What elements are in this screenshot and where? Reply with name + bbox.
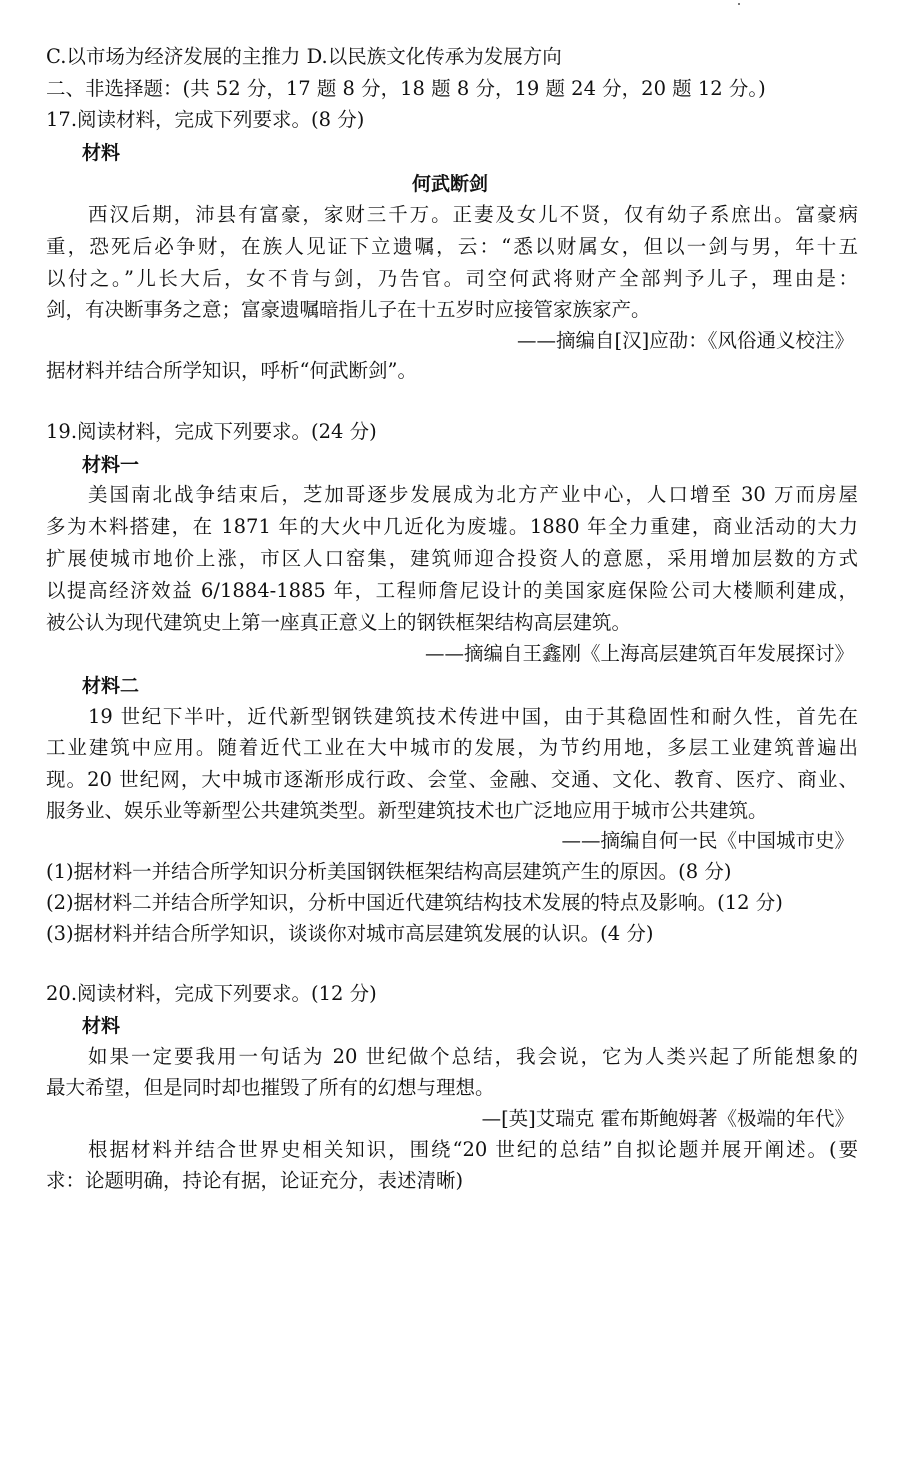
q17-text-line: 剑，有决断事务之意；富豪遗嘱暗指儿子在十五岁时应接管家族家产。 xyxy=(46,298,651,321)
q19-m2-line: 工业建筑中应用。随着近代工业在大中城市的发展，为节约用地，多层工业建筑普遍出 xyxy=(46,736,858,759)
q17-title: 何武断剑 xyxy=(411,173,488,195)
q17-text-line: 西汉后期，沛县有富豪，家财三千万。正妻及女儿不贤，仅有幼子系庶出。富豪病 xyxy=(88,203,858,226)
q19-subquestion-2: (2)据材料二并结合所学知识，分析中国近代建筑结构技术发展的特点及影响。(12 分) xyxy=(46,891,783,914)
q19-m1-line: 多为木料搭建，在 1871 年的大火中几近化为废墟。1880 年全力重建，商业活动的大力 xyxy=(46,515,858,538)
q20-question-line: 求：论题明确，持论有据，论证充分，表述清晰) xyxy=(46,1169,464,1192)
q17-question: 据材料并结合所学知识，呼析“何武断剑”。 xyxy=(46,359,417,382)
q17-text-line: 重，恐死后必争财，在族人见证下立遗嘱，云：“悉以财属女，但以一剑与男，年十五 xyxy=(46,235,858,258)
q20-text-line: 最大希望，但是同时却也摧毁了所有的幻想与理想。 xyxy=(46,1076,495,1099)
q19-subquestion-3: (3)据材料并结合所学知识，谈谈你对城市高层建筑发展的认识。(4 分) xyxy=(46,922,654,945)
q19-material2-source: ——摘编自何一民《中国城市史》 xyxy=(561,829,854,852)
q17-material-label: 材料 xyxy=(82,142,121,164)
q19-m1-line: 扩展使城市地价上涨，市区人口窑集，建筑师迎合投资人的意愿，采用增加层数的方式 xyxy=(46,547,858,570)
q19-subquestion-1: (1)据材料一并结合所学知识分析美国钢铁框架结构高层建筑产生的原因。(8 分) xyxy=(46,860,732,883)
q20-source: —[英]艾瑞克 霍布斯鲍姆著《极端的年代》 xyxy=(481,1107,854,1130)
q19-m1-line: 被公认为现代建筑史上第一座真正意义上的钢铁框架结构高层建筑。 xyxy=(46,611,632,634)
q17-text-line: 以付之。”儿长大后，女不肯与剑，乃告官。司空何武将财产全部判予儿子，理由是： xyxy=(46,267,858,290)
q20-question-line: 根据材料并结合世界史相关知识，围绕“20 世纪的总结”自拟论题并展开阐述。(要 xyxy=(88,1138,858,1161)
q20-prompt: 20.阅读材料，完成下列要求。(12 分) xyxy=(46,982,377,1005)
q17-source: ——摘编自[汉]应劭：《风俗通义校注》 xyxy=(517,329,854,352)
section-header: 二、非选择题：(共 52 分，17 题 8 分，18 题 8 分，19 题 24 分，20 题 12 分。) xyxy=(46,77,766,100)
q19-material1-label: 材料一 xyxy=(82,454,140,476)
q20-material-label: 材料 xyxy=(82,1015,121,1037)
q19-m1-line: 美国南北战争结束后，芝加哥逐步发展成为北方产业中心，人口增至 30 万而房屋 xyxy=(88,483,858,506)
q19-m2-line: 现。20 世纪网，大中城市逐渐形成行政、会堂、金融、交通、文化、教育、医疗、商业、 xyxy=(46,768,858,791)
q19-material2-label: 材料二 xyxy=(82,675,140,697)
q17-prompt: 17.阅读材料，完成下列要求。(8 分) xyxy=(46,108,365,131)
q16-options-tail: C.以市场为经济发展的主推力 D.以民族文化传承为发展方向 xyxy=(46,45,562,68)
q19-material1-source: ——摘编自王鑫刚《上海高层建筑百年发展探讨》 xyxy=(424,642,854,665)
q19-prompt: 19.阅读材料，完成下列要求。(24 分) xyxy=(46,420,377,443)
scan-speck xyxy=(738,3,740,5)
q19-m2-line: 19 世纪下半叶，近代新型钢铁建筑技术传进中国，由于其稳固性和耐久性，首先在 xyxy=(88,705,858,728)
q20-text-line: 如果一定要我用一句话为 20 世纪做个总结，我会说，它为人类兴起了所能想象的 xyxy=(88,1045,858,1068)
q19-m1-line: 以提高经济效益 6/1884-1885 年，工程师詹尼设计的美国家庭保险公司大楼顺利建成， xyxy=(46,579,858,602)
q19-m2-line: 服务业、娱乐业等新型公共建筑类型。新型建筑技术也广泛地应用于城市公共建筑。 xyxy=(46,799,768,822)
